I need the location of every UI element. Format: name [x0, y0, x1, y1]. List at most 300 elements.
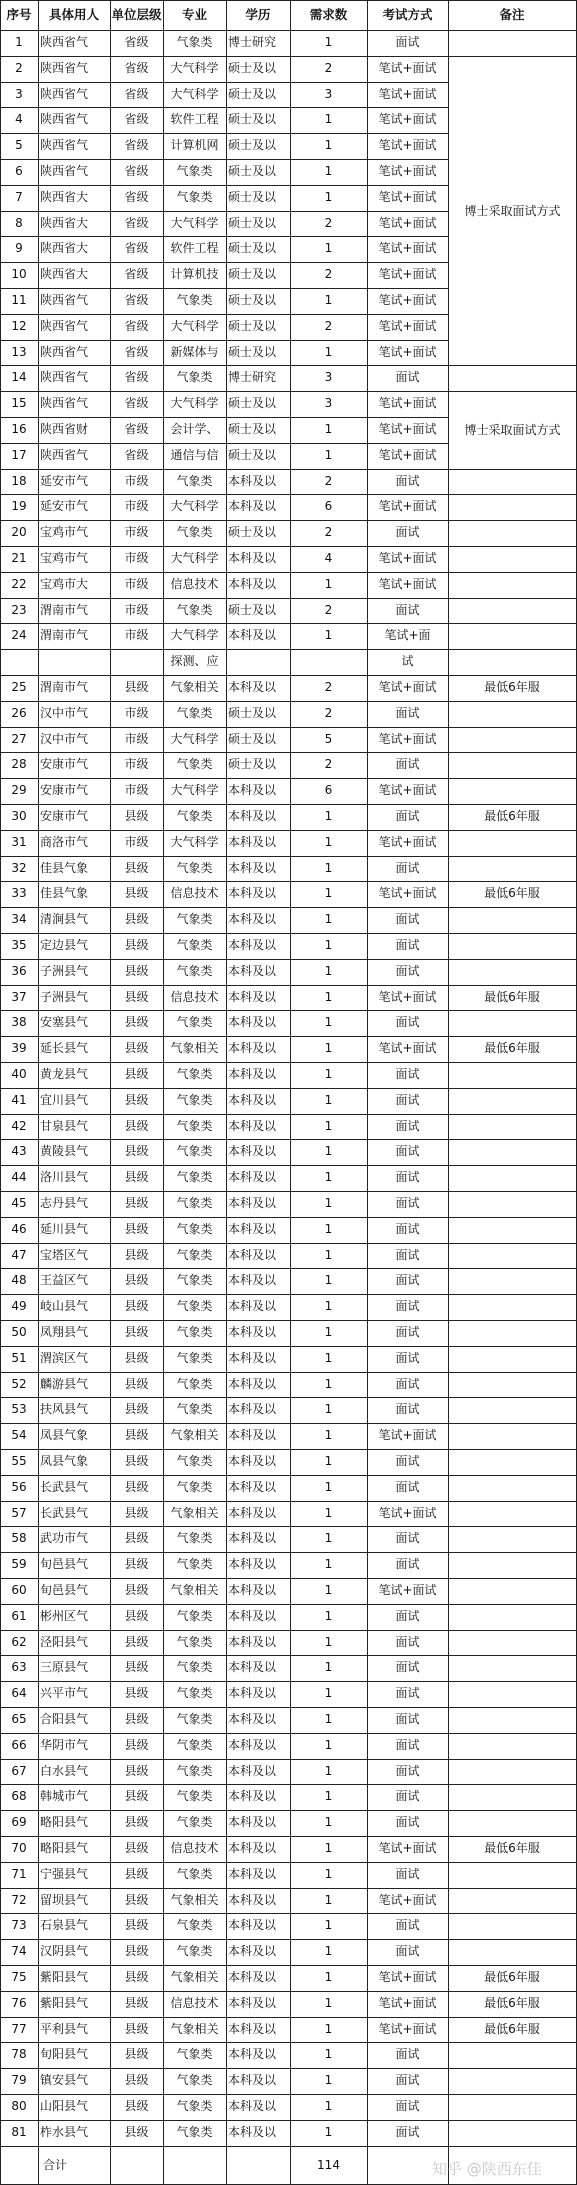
cell-level: 县级: [124, 963, 149, 978]
cell-seq: 28: [11, 757, 27, 772]
cell-seq: 42: [11, 1118, 27, 1133]
cell-note: [448, 520, 576, 546]
cell-note: [448, 907, 576, 933]
cell-count: 1: [324, 1273, 333, 1288]
cell-education: 本科及以: [228, 2099, 277, 2113]
cell-unit: 白水县气: [40, 1763, 89, 1778]
cell-major: 气象类: [176, 1660, 213, 1675]
cell-note: [448, 1191, 576, 1217]
cell-exam: 笔试+面试: [378, 576, 437, 591]
cell-count: 1: [324, 1015, 333, 1030]
cell-exam: 笔试+面试: [378, 1428, 437, 1443]
cell-unit: 扶风县气: [40, 1402, 89, 1417]
cell-note: [448, 1552, 576, 1578]
cell-education: 本科及以: [228, 1247, 277, 1262]
cell-exam: 面试: [395, 757, 420, 772]
merged-note-provincial-a: 博士采取面试方式: [449, 57, 576, 366]
cell-exam: 笔试+面试: [378, 1995, 437, 2010]
cell-count: 1: [324, 1325, 333, 1339]
header-5: 需求数: [309, 7, 348, 22]
cell-unit: 略阳县气: [40, 1815, 89, 1830]
cell-count: 1: [324, 1118, 333, 1133]
cell-seq: 70: [11, 1841, 27, 1855]
cell-exam: 面试: [395, 1608, 420, 1623]
cell-count: 1: [324, 1041, 333, 1056]
cell-unit: 清涧县气: [40, 912, 89, 927]
cell-count: 1: [324, 1737, 333, 1752]
cell-major: 大气科学: [170, 396, 219, 411]
header-1: 具体用人: [48, 7, 99, 22]
cell-unit: [38, 649, 110, 675]
cell-count: 1: [324, 293, 333, 307]
cell-note: [448, 1449, 576, 1475]
cell-major: 气象类: [176, 1273, 213, 1288]
cell-education: 硕士及以: [228, 422, 277, 436]
cell-education: 本科及以: [228, 1479, 277, 1494]
cell-count: 1: [324, 1608, 333, 1623]
cell-count: 1: [324, 447, 333, 462]
cell-major: 气象相关: [170, 1892, 219, 1907]
cell-note: [448, 1939, 576, 1965]
cell-unit: 兴平市气: [40, 1686, 89, 1701]
cell-exam: 笔试+面试: [378, 86, 437, 101]
cell-education: 本科及以: [228, 1118, 277, 1133]
cell-seq: 32: [11, 860, 27, 875]
cell-count: 1: [324, 1247, 333, 1262]
cell-level: 市级: [124, 757, 149, 772]
cell-seq: 25: [11, 680, 27, 694]
cell-education: 本科及以: [228, 1944, 277, 1959]
cell-education: 本科及以: [228, 860, 277, 875]
cell-education: 硕士及以: [228, 396, 277, 411]
cell-major: 大气科学: [170, 551, 219, 565]
cell-count: 1: [324, 1505, 333, 1520]
cell-note: [448, 1062, 576, 1088]
cell-major: 气象类: [176, 1686, 213, 1701]
cell-education: 本科及以: [228, 473, 277, 488]
cell-unit: 宜川县气: [40, 1092, 89, 1107]
cell-exam: 面试: [395, 1763, 420, 1778]
cell-seq: 40: [11, 1067, 27, 1081]
cell-education: 硕士及以: [228, 241, 277, 256]
cell-level: 县级: [124, 2099, 149, 2113]
cell-education: 硕士及以: [228, 86, 277, 101]
cell-unit: 陕西省气: [40, 138, 89, 153]
cell-count: 1: [324, 138, 333, 153]
cell-count: 2: [324, 680, 333, 694]
cell-note: [448, 1630, 576, 1656]
cell-unit: 陕西省大: [40, 241, 89, 256]
cell-unit: 子洲县气: [40, 963, 89, 978]
cell-education: 本科及以: [228, 912, 277, 927]
header-6: 考试方式: [382, 7, 433, 22]
cell-count: 1: [324, 1995, 333, 2010]
cell-count: 1: [324, 576, 333, 591]
cell-major: 气象类: [176, 1092, 213, 1107]
cell-major: 气象类: [176, 1531, 213, 1546]
header-7: 备注: [499, 7, 525, 22]
cell-education: 本科及以: [228, 1737, 277, 1752]
cell-seq: 65: [11, 1712, 27, 1726]
cell-exam: 笔试+面试: [378, 164, 437, 178]
cell-unit: 延安市气: [40, 473, 89, 488]
cell-major: 气象类: [176, 1350, 213, 1365]
cell-level: 市级: [124, 499, 149, 514]
cell-unit: 陕西省气: [40, 60, 89, 75]
cell-count: 1: [324, 834, 333, 849]
cell-note: [448, 1165, 576, 1191]
cell-seq: 38: [11, 1015, 27, 1030]
cell-exam: 面试: [395, 2047, 420, 2062]
cell-level: 省级: [124, 370, 149, 385]
cell-count: 1: [324, 1196, 333, 1210]
cell-education: 硕士及以: [228, 705, 277, 720]
total-label: 合计: [42, 2157, 67, 2172]
cell-seq: 24: [11, 628, 27, 643]
cell-education: 本科及以: [228, 1686, 277, 1701]
cell-seq: 37: [11, 989, 27, 1004]
cell-major: 气象类: [176, 1608, 213, 1623]
cell-exam: 笔试+面试: [378, 989, 437, 1004]
cell-note: [448, 1423, 576, 1449]
cell-exam: 笔试+面试: [378, 422, 437, 436]
cell-unit: 陕西省大: [40, 189, 89, 204]
cell-major: 大气科学: [170, 783, 219, 798]
cell-count: 1: [324, 809, 333, 823]
cell-count: 1: [324, 628, 333, 643]
cell-level: 省级: [124, 35, 149, 49]
cell-note: [448, 1088, 576, 1114]
cell-seq: 22: [11, 576, 27, 591]
cell-count: 1: [324, 164, 333, 178]
cell-exam: 面试: [395, 1789, 420, 1804]
cell-seq: 50: [11, 1325, 27, 1339]
cell-unit: 陕西省气: [40, 370, 89, 385]
cell-level: 县级: [124, 1505, 149, 1520]
cell-major: 计算机网: [170, 138, 219, 153]
cell-note: [448, 1784, 576, 1810]
cell-note: [448, 1810, 576, 1836]
cell-education: 本科及以: [228, 1892, 277, 1907]
cell-exam: 笔试+面试: [378, 1505, 437, 1520]
cell-seq: 62: [11, 1634, 27, 1649]
cell-seq: 78: [11, 2047, 27, 2062]
cell-level: 县级: [124, 1737, 149, 1752]
cell-major: 气象类: [176, 1866, 213, 1881]
cell-count: 1: [324, 189, 333, 204]
cell-level: 县级: [124, 912, 149, 927]
cell-seq: 64: [11, 1686, 27, 1701]
cell-education: [226, 649, 290, 675]
cell-exam: 笔试+面试: [378, 396, 437, 411]
cell-exam: 笔试+面试: [378, 834, 437, 849]
cell-education: 本科及以: [228, 1583, 277, 1597]
cell-level: 县级: [124, 1428, 149, 1443]
cell-count: 2: [324, 602, 333, 617]
cell-count: 1: [324, 938, 333, 952]
cell-level: 县级: [124, 886, 149, 901]
cell-seq: 16: [11, 422, 27, 436]
cell-education: 博士研究: [228, 370, 277, 385]
cell-unit: 华阴市气: [40, 1737, 89, 1752]
cell-level: 县级: [124, 1841, 149, 1855]
cell-major: 气象类: [176, 1015, 213, 1030]
cell-exam: 面试: [395, 1350, 420, 1365]
cell-major: 气象相关: [170, 680, 219, 694]
cell-count: [290, 649, 367, 675]
cell-exam: 面试: [395, 1299, 420, 1314]
cell-unit: 汉阴县气: [40, 1944, 89, 1959]
cell-major: 气象类: [176, 2047, 213, 2062]
merged-note-provincial-b: 博士采取面试方式: [449, 392, 576, 468]
cell-note: [448, 727, 576, 753]
cell-major: 大气科学: [170, 60, 219, 75]
cell-level: 县级: [124, 1092, 149, 1107]
cell-education: 本科及以: [228, 1712, 277, 1726]
cell-unit: 陕西省气: [40, 293, 89, 307]
cell-seq: 72: [11, 1892, 27, 1907]
cell-unit: 汉中市气: [40, 731, 89, 746]
cell-note: 最低6年服: [484, 2021, 540, 2036]
cell-seq: 14: [11, 370, 27, 385]
cell-education: 本科及以: [228, 1376, 277, 1391]
cell-education: 本科及以: [228, 1067, 277, 1081]
cell-note: [448, 546, 576, 572]
cell-major: 气象相关: [170, 1505, 219, 1520]
cell-major: 气象类: [176, 1737, 213, 1752]
cell-exam: 面试: [395, 1325, 420, 1339]
cell-level: 省级: [124, 60, 149, 75]
cell-major: 气象类: [176, 2099, 213, 2113]
cell-education: 本科及以: [228, 809, 277, 823]
cell-level: 市级: [124, 602, 149, 617]
cell-count: 5: [324, 731, 333, 746]
cell-unit: 留坝县气: [40, 1892, 89, 1907]
cell-count: 1: [324, 1531, 333, 1546]
cell-major: 大气科学: [170, 628, 219, 643]
cell-major: 信息技术: [170, 886, 219, 901]
cell-major: 大气科学: [170, 834, 219, 849]
cell-level: 县级: [124, 2047, 149, 2062]
cell-count: 3: [324, 86, 333, 101]
cell-education: 本科及以: [228, 1015, 277, 1030]
cell-major: 大气科学: [170, 731, 219, 746]
cell-note: [448, 1114, 576, 1140]
cell-education: 硕士及以: [228, 525, 277, 540]
cell-seq: 53: [11, 1402, 27, 1417]
cell-seq: 58: [11, 1531, 27, 1546]
cell-unit: 陕西省气: [40, 447, 89, 462]
cell-level: 市级: [124, 834, 149, 849]
cell-seq: 31: [11, 834, 27, 849]
cell-seq: 27: [11, 731, 27, 746]
cell-level: 市级: [124, 576, 149, 591]
cell-exam: 面试: [395, 1247, 420, 1262]
cell-education: 本科及以: [228, 1505, 277, 1520]
cell-level: 县级: [124, 1815, 149, 1830]
cell-unit: 黄龙县气: [40, 1067, 89, 1081]
cell-education: 本科及以: [228, 783, 277, 798]
cell-unit: 佳县气象: [40, 860, 89, 875]
cell-level: 省级: [124, 164, 149, 178]
cell-unit: 略阳县气: [40, 1841, 89, 1855]
cell-count: 1: [324, 1892, 333, 1907]
cell-count: 1: [324, 1944, 333, 1959]
cell-count: 1: [324, 912, 333, 927]
cell-seq: 73: [11, 1918, 27, 1933]
cell-level: 县级: [124, 680, 149, 694]
cell-education: 本科及以: [228, 1170, 277, 1185]
cell-major: 气象类: [176, 1067, 213, 1081]
cell-major: 气象类: [176, 2073, 213, 2088]
cell-education: 本科及以: [228, 2124, 277, 2139]
cell-seq: 52: [11, 1376, 27, 1391]
cell-note: [448, 1681, 576, 1707]
cell-count: 1: [324, 1686, 333, 1701]
cell-unit: 柞水县气: [40, 2124, 89, 2139]
cell-level: 县级: [124, 1789, 149, 1804]
cell-level: 县级: [124, 938, 149, 952]
cell-exam: 面试: [395, 705, 420, 720]
cell-count: 1: [324, 1479, 333, 1494]
cell-seq: 5: [15, 138, 23, 153]
cell-unit: 佳县气象: [40, 886, 89, 901]
cell-education: 硕士及以: [228, 215, 277, 230]
cell-level: 县级: [124, 1247, 149, 1262]
cell-unit: 陕西省气: [40, 164, 89, 178]
cell-exam: 面试: [395, 1067, 420, 1081]
cell-education: 本科及以: [228, 1763, 277, 1778]
cell-note: [448, 1346, 576, 1372]
cell-seq: 69: [11, 1815, 27, 1830]
cell-seq: 10: [11, 267, 27, 282]
cell-unit: 旬邑县气: [40, 1583, 89, 1597]
cell-seq: 11: [11, 293, 27, 307]
cell-level: 市级: [124, 628, 149, 643]
cell-unit: 合阳县气: [40, 1712, 89, 1726]
cell-count: 1: [324, 1815, 333, 1830]
cell-exam: 面试: [395, 912, 420, 927]
cell-education: 本科及以: [228, 1325, 277, 1339]
cell-seq: 47: [11, 1247, 27, 1262]
cell-education: 本科及以: [228, 1608, 277, 1623]
cell-education: 本科及以: [228, 1815, 277, 1830]
cell-note: [448, 1010, 576, 1036]
cell-exam: 试: [401, 654, 414, 669]
cell-major: 大气科学: [170, 215, 219, 230]
cell-unit: 宝鸡市气: [40, 551, 89, 565]
cell-level: 省级: [124, 189, 149, 204]
cell-count: 6: [324, 499, 333, 514]
cell-level: 省级: [124, 112, 149, 127]
cell-exam: 面试: [395, 1273, 420, 1288]
cell-note: [448, 2042, 576, 2068]
cell-major: 气象类: [176, 1325, 213, 1339]
cell-count: 1: [324, 1763, 333, 1778]
cell-seq: 35: [11, 938, 27, 952]
cell-major: 气象类: [176, 705, 213, 720]
cell-count: 3: [324, 370, 333, 385]
cell-exam: 面试: [395, 938, 420, 952]
cell-exam: 笔试+面试: [378, 189, 437, 204]
cell-exam: 面试: [395, 2099, 420, 2113]
cell-exam: 面试: [395, 1531, 420, 1546]
cell-count: 1: [324, 241, 333, 256]
cell-major: 气象类: [176, 1944, 213, 1959]
cell-education: 本科及以: [228, 680, 277, 694]
cell-count: 1: [324, 1866, 333, 1881]
cell-level: 县级: [124, 1196, 149, 1210]
cell-level: 市级: [124, 525, 149, 540]
cell-seq: 39: [11, 1041, 27, 1056]
cell-major: 气象类: [176, 1402, 213, 1417]
cell-seq: 19: [11, 499, 27, 514]
cell-note: [448, 1397, 576, 1423]
cell-level: 县级: [124, 1531, 149, 1546]
cell-education: 本科及以: [228, 1428, 277, 1443]
cell-level: 省级: [124, 396, 149, 411]
cell-seq: 68: [11, 1789, 27, 1804]
cell-level: 省级: [124, 318, 149, 333]
cell-major: 新媒体与: [170, 344, 219, 359]
cell-count: 1: [324, 1221, 333, 1236]
cell-level: 县级: [124, 1402, 149, 1417]
cell-seq: 6: [15, 164, 23, 178]
cell-major: 气象类: [176, 1918, 213, 1933]
cell-major: 气象相关: [170, 1041, 219, 1056]
cell-note: [448, 959, 576, 985]
cell-unit: 石泉县气: [40, 1918, 89, 1933]
cell-count: 2: [324, 473, 333, 488]
cell-note: [448, 1655, 576, 1681]
cell-education: 本科及以: [228, 1866, 277, 1881]
cell-seq: [0, 649, 38, 675]
cell-education: 本科及以: [228, 1454, 277, 1468]
cell-unit: 旬邑县气: [40, 1557, 89, 1572]
cell-note: [448, 2094, 576, 2120]
cell-major: 气象类: [176, 1763, 213, 1778]
cell-note: [448, 1268, 576, 1294]
cell-exam: 笔试+面试: [378, 1041, 437, 1056]
cell-seq: 36: [11, 963, 27, 978]
header-2: 单位层级: [111, 7, 162, 22]
cell-education: 本科及以: [228, 1299, 277, 1314]
cell-level: 县级: [124, 1944, 149, 1959]
cell-count: 1: [324, 2021, 333, 2036]
cell-education: 本科及以: [228, 499, 277, 514]
cell-count: 1: [324, 1092, 333, 1107]
cell-seq: 77: [11, 2021, 27, 2036]
cell-exam: 笔试+面试: [378, 551, 437, 565]
cell-level: 县级: [124, 1712, 149, 1726]
cell-count: 1: [324, 112, 333, 127]
cell-exam: 面试: [395, 1686, 420, 1701]
cell-seq: 79: [11, 2073, 27, 2088]
cell-education: 本科及以: [228, 2047, 277, 2062]
cell-unit: 山阳县气: [40, 2099, 89, 2113]
cell-seq: 7: [15, 189, 23, 204]
cell-education: 硕士及以: [228, 757, 277, 772]
cell-unit: 安康市气: [40, 757, 89, 772]
cell-note: [448, 1604, 576, 1630]
cell-level: 县级: [124, 1118, 149, 1133]
cell-note: [448, 1243, 576, 1269]
cell-count: 1: [324, 344, 333, 359]
cell-major: 气象类: [176, 1299, 213, 1314]
cell-unit: 旬阳县气: [40, 2047, 89, 2062]
cell-major: 气象类: [176, 1196, 213, 1210]
cell-count: 1: [324, 2124, 333, 2139]
